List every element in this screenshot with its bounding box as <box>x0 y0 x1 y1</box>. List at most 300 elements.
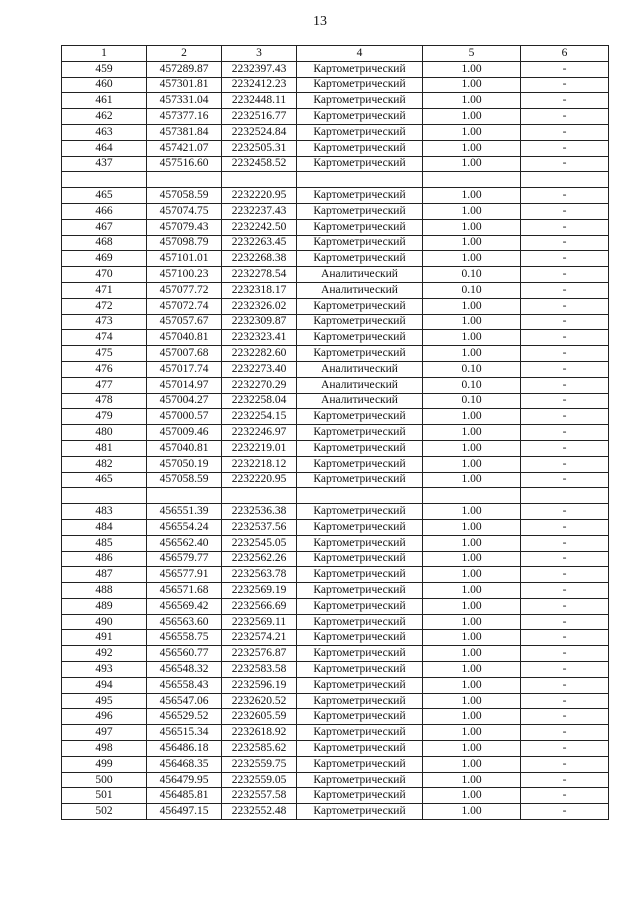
table-row <box>62 614 609 630</box>
note-cell: - <box>521 535 609 551</box>
coordinate-x-cell <box>147 488 222 504</box>
note-cell <box>521 488 609 504</box>
accuracy-cell: 1.00 <box>423 551 521 567</box>
coordinate-x-cell: 457040.81 <box>147 330 222 346</box>
point-number-cell: 470 <box>62 267 147 283</box>
point-number-cell <box>62 172 147 188</box>
column-header: 5 <box>423 46 521 62</box>
point-number-cell: 459 <box>62 61 147 77</box>
point-number-cell: 487 <box>62 567 147 583</box>
method-cell: Картометрический <box>297 219 423 235</box>
table-row <box>62 456 609 472</box>
coordinate-x-cell: 457301.81 <box>147 77 222 93</box>
coordinate-y-cell: 2232576.87 <box>222 646 297 662</box>
note-cell: - <box>521 741 609 757</box>
point-number-cell: 493 <box>62 662 147 678</box>
table-row <box>62 551 609 567</box>
point-number-cell: 462 <box>62 109 147 125</box>
column-header: 4 <box>297 46 423 62</box>
method-cell <box>297 488 423 504</box>
table-row <box>62 235 609 251</box>
method-cell: Картометрический <box>297 551 423 567</box>
method-cell: Аналитический <box>297 282 423 298</box>
table-row <box>62 425 609 441</box>
note-cell: - <box>521 346 609 362</box>
coordinate-y-cell <box>222 488 297 504</box>
accuracy-cell: 1.00 <box>423 472 521 488</box>
note-cell: - <box>521 772 609 788</box>
method-cell: Картометрический <box>297 61 423 77</box>
coordinate-y-cell: 2232537.56 <box>222 519 297 535</box>
accuracy-cell: 1.00 <box>423 298 521 314</box>
method-cell: Картометрический <box>297 772 423 788</box>
accuracy-cell: 1.00 <box>423 314 521 330</box>
note-cell: - <box>521 124 609 140</box>
method-cell: Картометрический <box>297 804 423 820</box>
method-cell: Картометрический <box>297 583 423 599</box>
point-number-cell: 464 <box>62 140 147 156</box>
method-cell: Картометрический <box>297 567 423 583</box>
method-cell: Картометрический <box>297 330 423 346</box>
method-cell: Картометрический <box>297 709 423 725</box>
coordinate-y-cell <box>222 172 297 188</box>
point-number-cell: 476 <box>62 361 147 377</box>
accuracy-cell: 1.00 <box>423 519 521 535</box>
coordinate-x-cell: 456468.35 <box>147 756 222 772</box>
accuracy-cell: 1.00 <box>423 756 521 772</box>
accuracy-cell: 0.10 <box>423 282 521 298</box>
accuracy-cell: 0.10 <box>423 267 521 283</box>
accuracy-cell: 1.00 <box>423 440 521 456</box>
method-cell: Картометрический <box>297 598 423 614</box>
note-cell: - <box>521 725 609 741</box>
coordinate-x-cell: 456569.42 <box>147 598 222 614</box>
accuracy-cell: 1.00 <box>423 725 521 741</box>
note-cell: - <box>521 409 609 425</box>
point-number-cell: 500 <box>62 772 147 788</box>
table-row <box>62 519 609 535</box>
coordinate-y-cell: 2232516.77 <box>222 109 297 125</box>
table-row <box>62 251 609 267</box>
point-number-cell: 437 <box>62 156 147 172</box>
coordinate-y-cell: 2232618.92 <box>222 725 297 741</box>
table-row <box>62 772 609 788</box>
coordinate-y-cell: 2232270.29 <box>222 377 297 393</box>
note-cell: - <box>521 251 609 267</box>
accuracy-cell: 1.00 <box>423 788 521 804</box>
accuracy-cell: 1.00 <box>423 140 521 156</box>
table-row <box>62 709 609 725</box>
coordinate-y-cell: 2232545.05 <box>222 535 297 551</box>
note-cell: - <box>521 567 609 583</box>
note-cell: - <box>521 235 609 251</box>
note-cell: - <box>521 440 609 456</box>
accuracy-cell: 0.10 <box>423 361 521 377</box>
column-header: 3 <box>222 46 297 62</box>
table-row <box>62 583 609 599</box>
method-cell: Аналитический <box>297 361 423 377</box>
note-cell: - <box>521 504 609 520</box>
note-cell: - <box>521 788 609 804</box>
coordinate-x-cell: 457100.23 <box>147 267 222 283</box>
table-row <box>62 756 609 772</box>
table-row <box>62 361 609 377</box>
coordinate-y-cell: 2232566.69 <box>222 598 297 614</box>
method-cell: Картометрический <box>297 662 423 678</box>
coordinate-x-cell: 457058.59 <box>147 472 222 488</box>
point-number-cell: 495 <box>62 693 147 709</box>
coordinate-y-cell: 2232254.15 <box>222 409 297 425</box>
coordinate-y-cell: 2232569.19 <box>222 583 297 599</box>
table-row <box>62 93 609 109</box>
method-cell: Картометрический <box>297 251 423 267</box>
accuracy-cell: 1.00 <box>423 630 521 646</box>
coordinate-y-cell: 2232246.97 <box>222 425 297 441</box>
coordinate-x-cell: 457381.84 <box>147 124 222 140</box>
accuracy-cell: 1.00 <box>423 741 521 757</box>
coordinate-y-cell: 2232596.19 <box>222 677 297 693</box>
table-row <box>62 109 609 125</box>
table-row <box>62 393 609 409</box>
table-row <box>62 598 609 614</box>
coordinate-y-cell: 2232263.45 <box>222 235 297 251</box>
note-cell: - <box>521 425 609 441</box>
coordinate-y-cell: 2232569.11 <box>222 614 297 630</box>
method-cell: Картометрический <box>297 425 423 441</box>
coordinate-y-cell: 2232326.02 <box>222 298 297 314</box>
coordinate-x-cell <box>147 172 222 188</box>
table-row <box>62 677 609 693</box>
coordinate-x-cell: 456551.39 <box>147 504 222 520</box>
point-number-cell: 488 <box>62 583 147 599</box>
point-number-cell: 501 <box>62 788 147 804</box>
coordinate-y-cell: 2232412.23 <box>222 77 297 93</box>
coordinate-x-cell: 456571.68 <box>147 583 222 599</box>
accuracy-cell: 1.00 <box>423 709 521 725</box>
note-cell: - <box>521 156 609 172</box>
method-cell: Картометрический <box>297 725 423 741</box>
accuracy-cell: 1.00 <box>423 804 521 820</box>
coordinate-y-cell: 2232268.38 <box>222 251 297 267</box>
table-row <box>62 725 609 741</box>
coordinate-x-cell: 457017.74 <box>147 361 222 377</box>
coordinate-x-cell: 457014.97 <box>147 377 222 393</box>
coordinate-x-cell: 456515.34 <box>147 725 222 741</box>
table-row <box>62 646 609 662</box>
note-cell: - <box>521 61 609 77</box>
method-cell: Картометрический <box>297 346 423 362</box>
accuracy-cell <box>423 488 521 504</box>
accuracy-cell: 1.00 <box>423 235 521 251</box>
note-cell: - <box>521 219 609 235</box>
coordinate-y-cell: 2232585.62 <box>222 741 297 757</box>
point-number-cell: 486 <box>62 551 147 567</box>
accuracy-cell: 1.00 <box>423 330 521 346</box>
point-number-cell: 491 <box>62 630 147 646</box>
coordinate-x-cell: 457058.59 <box>147 188 222 204</box>
coordinate-x-cell: 456577.91 <box>147 567 222 583</box>
table-header-row <box>62 46 609 62</box>
point-number-cell: 502 <box>62 804 147 820</box>
note-cell: - <box>521 109 609 125</box>
accuracy-cell: 1.00 <box>423 598 521 614</box>
coordinate-y-cell: 2232397.43 <box>222 61 297 77</box>
method-cell: Картометрический <box>297 409 423 425</box>
point-number-cell: 460 <box>62 77 147 93</box>
method-cell: Картометрический <box>297 314 423 330</box>
coordinate-y-cell: 2232318.17 <box>222 282 297 298</box>
accuracy-cell: 1.00 <box>423 614 521 630</box>
coordinate-x-cell: 456554.24 <box>147 519 222 535</box>
coordinate-y-cell: 2232620.52 <box>222 693 297 709</box>
point-number-cell: 471 <box>62 282 147 298</box>
note-cell: - <box>521 614 609 630</box>
method-cell: Картометрический <box>297 535 423 551</box>
point-number-cell: 474 <box>62 330 147 346</box>
note-cell: - <box>521 314 609 330</box>
point-number-cell: 481 <box>62 440 147 456</box>
coordinate-x-cell: 456548.32 <box>147 662 222 678</box>
note-cell <box>521 172 609 188</box>
point-number-cell: 485 <box>62 535 147 551</box>
coordinate-x-cell: 457101.01 <box>147 251 222 267</box>
point-number-cell: 475 <box>62 346 147 362</box>
accuracy-cell: 1.00 <box>423 425 521 441</box>
accuracy-cell: 1.00 <box>423 251 521 267</box>
accuracy-cell: 0.10 <box>423 377 521 393</box>
method-cell: Картометрический <box>297 140 423 156</box>
accuracy-cell: 1.00 <box>423 409 521 425</box>
accuracy-cell: 1.00 <box>423 535 521 551</box>
method-cell: Картометрический <box>297 504 423 520</box>
point-number-cell: 477 <box>62 377 147 393</box>
method-cell: Картометрический <box>297 188 423 204</box>
point-number-cell: 484 <box>62 519 147 535</box>
coordinate-x-cell: 456563.60 <box>147 614 222 630</box>
method-cell: Аналитический <box>297 267 423 283</box>
accuracy-cell: 1.00 <box>423 504 521 520</box>
accuracy-cell: 1.00 <box>423 93 521 109</box>
table-row <box>62 804 609 820</box>
method-cell: Картометрический <box>297 93 423 109</box>
note-cell: - <box>521 472 609 488</box>
table-row <box>62 567 609 583</box>
table-row <box>62 472 609 488</box>
method-cell: Картометрический <box>297 693 423 709</box>
note-cell: - <box>521 756 609 772</box>
point-number-cell: 469 <box>62 251 147 267</box>
accuracy-cell: 1.00 <box>423 109 521 125</box>
method-cell: Картометрический <box>297 156 423 172</box>
accuracy-cell: 1.00 <box>423 646 521 662</box>
method-cell: Картометрический <box>297 788 423 804</box>
point-number-cell: 466 <box>62 203 147 219</box>
table-row <box>62 630 609 646</box>
coordinate-x-cell: 456558.43 <box>147 677 222 693</box>
coordinate-x-cell: 457004.27 <box>147 393 222 409</box>
table-row <box>62 409 609 425</box>
table-row <box>62 535 609 551</box>
note-cell: - <box>521 203 609 219</box>
column-header: 6 <box>521 46 609 62</box>
point-number-cell: 468 <box>62 235 147 251</box>
point-number-cell: 463 <box>62 124 147 140</box>
accuracy-cell: 1.00 <box>423 456 521 472</box>
note-cell: - <box>521 693 609 709</box>
point-number-cell: 499 <box>62 756 147 772</box>
point-number-cell: 467 <box>62 219 147 235</box>
coordinate-y-cell: 2232574.21 <box>222 630 297 646</box>
note-cell: - <box>521 709 609 725</box>
coordinate-x-cell: 457077.72 <box>147 282 222 298</box>
point-number-cell: 494 <box>62 677 147 693</box>
accuracy-cell: 1.00 <box>423 124 521 140</box>
coordinate-y-cell: 2232557.58 <box>222 788 297 804</box>
accuracy-cell: 1.00 <box>423 677 521 693</box>
accuracy-cell: 1.00 <box>423 346 521 362</box>
point-number-cell: 496 <box>62 709 147 725</box>
point-number-cell: 489 <box>62 598 147 614</box>
coordinate-y-cell: 2232448.11 <box>222 93 297 109</box>
coordinate-x-cell: 457079.43 <box>147 219 222 235</box>
coordinate-y-cell: 2232220.95 <box>222 188 297 204</box>
point-number-cell: 482 <box>62 456 147 472</box>
table-row <box>62 156 609 172</box>
note-cell: - <box>521 298 609 314</box>
coordinate-y-cell: 2232273.40 <box>222 361 297 377</box>
table-row <box>62 61 609 77</box>
note-cell: - <box>521 140 609 156</box>
accuracy-cell: 1.00 <box>423 693 521 709</box>
method-cell: Картометрический <box>297 124 423 140</box>
table-row <box>62 377 609 393</box>
coordinate-x-cell: 457074.75 <box>147 203 222 219</box>
coordinate-y-cell: 2232218.12 <box>222 456 297 472</box>
method-cell: Картометрический <box>297 77 423 93</box>
coordinate-y-cell: 2232309.87 <box>222 314 297 330</box>
table-row <box>62 188 609 204</box>
coordinate-x-cell: 457000.57 <box>147 409 222 425</box>
method-cell: Картометрический <box>297 677 423 693</box>
method-cell: Картометрический <box>297 519 423 535</box>
coordinate-y-cell: 2232563.78 <box>222 567 297 583</box>
coordinate-x-cell: 456579.77 <box>147 551 222 567</box>
table-row <box>62 440 609 456</box>
method-cell: Картометрический <box>297 472 423 488</box>
table-separator-row <box>62 172 609 188</box>
method-cell: Картометрический <box>297 109 423 125</box>
note-cell: - <box>521 551 609 567</box>
point-number-cell: 483 <box>62 504 147 520</box>
table-body <box>62 46 609 820</box>
accuracy-cell: 1.00 <box>423 219 521 235</box>
point-number-cell: 472 <box>62 298 147 314</box>
coordinate-y-cell: 2232552.48 <box>222 804 297 820</box>
column-header: 1 <box>62 46 147 62</box>
table-row <box>62 267 609 283</box>
note-cell: - <box>521 662 609 678</box>
table-row <box>62 504 609 520</box>
method-cell: Картометрический <box>297 298 423 314</box>
coordinate-y-cell: 2232583.58 <box>222 662 297 678</box>
method-cell <box>297 172 423 188</box>
accuracy-cell: 1.00 <box>423 583 521 599</box>
point-number-cell: 478 <box>62 393 147 409</box>
accuracy-cell: 1.00 <box>423 203 521 219</box>
point-number-cell: 480 <box>62 425 147 441</box>
note-cell: - <box>521 267 609 283</box>
coordinate-x-cell: 457057.67 <box>147 314 222 330</box>
coordinate-y-cell: 2232258.04 <box>222 393 297 409</box>
coordinate-x-cell: 457098.79 <box>147 235 222 251</box>
table-row <box>62 330 609 346</box>
table-row <box>62 346 609 362</box>
point-number-cell: 498 <box>62 741 147 757</box>
coordinate-x-cell: 456562.40 <box>147 535 222 551</box>
table-row <box>62 124 609 140</box>
note-cell: - <box>521 77 609 93</box>
coordinate-x-cell: 457289.87 <box>147 61 222 77</box>
coordinate-y-cell: 2232458.52 <box>222 156 297 172</box>
coordinate-x-cell: 456485.81 <box>147 788 222 804</box>
coordinate-x-cell: 456560.77 <box>147 646 222 662</box>
coordinate-x-cell: 457072.74 <box>147 298 222 314</box>
note-cell: - <box>521 188 609 204</box>
accuracy-cell: 1.00 <box>423 772 521 788</box>
coordinate-x-cell: 457009.46 <box>147 425 222 441</box>
coordinate-y-cell: 2232323.41 <box>222 330 297 346</box>
note-cell: - <box>521 630 609 646</box>
method-cell: Картометрический <box>297 203 423 219</box>
coordinate-y-cell: 2232219.01 <box>222 440 297 456</box>
method-cell: Картометрический <box>297 235 423 251</box>
coordinate-y-cell: 2232536.38 <box>222 504 297 520</box>
coordinate-y-cell: 2232505.31 <box>222 140 297 156</box>
note-cell: - <box>521 330 609 346</box>
table-row <box>62 693 609 709</box>
coordinate-y-cell: 2232220.95 <box>222 472 297 488</box>
accuracy-cell: 1.00 <box>423 156 521 172</box>
method-cell: Картометрический <box>297 440 423 456</box>
coordinate-y-cell: 2232242.50 <box>222 219 297 235</box>
point-number-cell: 473 <box>62 314 147 330</box>
coordinate-x-cell: 457050.19 <box>147 456 222 472</box>
table-row <box>62 662 609 678</box>
point-number-cell: 465 <box>62 188 147 204</box>
coordinate-x-cell: 456547.06 <box>147 693 222 709</box>
table-row <box>62 788 609 804</box>
note-cell: - <box>521 646 609 662</box>
point-number-cell <box>62 488 147 504</box>
accuracy-cell: 1.00 <box>423 188 521 204</box>
note-cell: - <box>521 377 609 393</box>
coordinate-y-cell: 2232278.54 <box>222 267 297 283</box>
method-cell: Аналитический <box>297 377 423 393</box>
coordinate-x-cell: 457421.07 <box>147 140 222 156</box>
coordinate-y-cell: 2232559.75 <box>222 756 297 772</box>
coordinate-y-cell: 2232237.43 <box>222 203 297 219</box>
method-cell: Аналитический <box>297 393 423 409</box>
note-cell: - <box>521 598 609 614</box>
column-header: 2 <box>147 46 222 62</box>
coordinate-x-cell: 457331.04 <box>147 93 222 109</box>
coordinate-x-cell: 456479.95 <box>147 772 222 788</box>
table-row <box>62 282 609 298</box>
coordinate-x-cell: 457040.81 <box>147 440 222 456</box>
note-cell: - <box>521 677 609 693</box>
table-row <box>62 77 609 93</box>
table-row <box>62 298 609 314</box>
